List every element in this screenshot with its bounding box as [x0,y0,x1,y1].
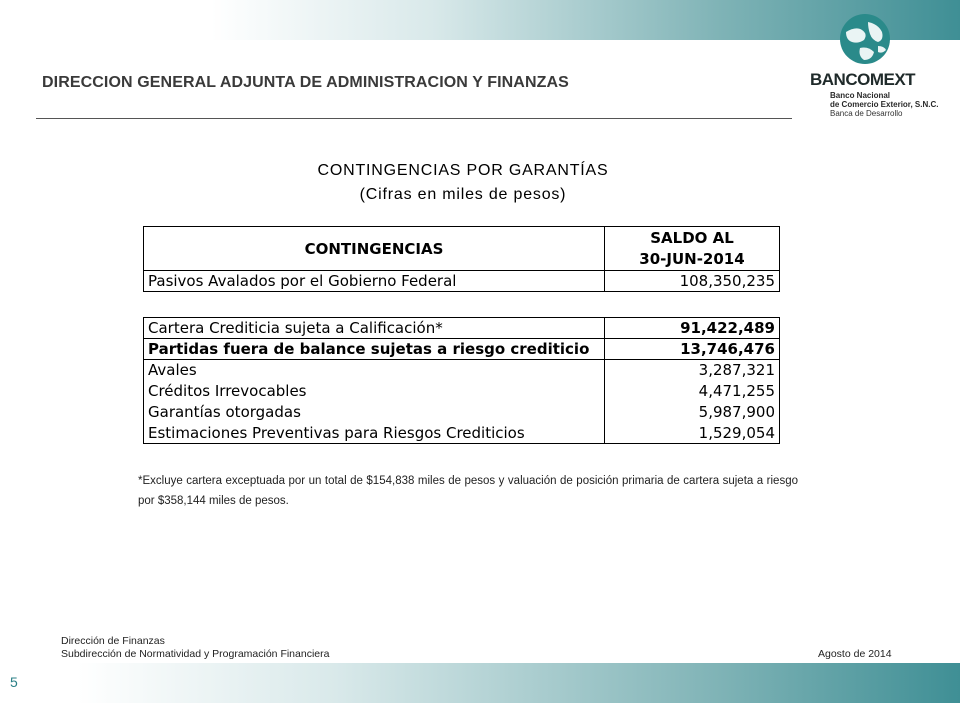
footer-department: Dirección de Finanzas [61,635,165,647]
row-value: 91,422,489 [605,318,780,339]
table-row [144,381,780,402]
row-label: Partidas fuera de balance sujetas a riesgo crediticio [144,339,605,360]
contingencies-detail-table [143,317,780,444]
row-label: Cartera Crediticia sujeta a Calificación* [144,318,605,339]
footnote: *Excluye cartera exceptuada por un total de $154,838 miles de pesos y valuación de posición primaria de cartera sujeta a riesgo por $358,144 miles de pesos. [138,475,798,507]
table-row [144,423,780,444]
bottom-decorative-band [0,663,960,703]
row-value: 3,287,321 [605,360,780,381]
column-header-contingencias: CONTINGENCIAS [144,227,605,271]
footer-subdepartment: Subdirección de Normatividad y Programación Financiera [61,648,330,660]
logo-line3: Banca de Desarrollo [830,109,903,118]
row-label: Estimaciones Preventivas para Riesgos Crediticios [144,423,605,444]
report-subtitle: (Cifras en miles de pesos) [359,186,567,203]
row-value: 5,987,900 [605,402,780,423]
column-header-date: 30-JUN-2014 [605,249,780,271]
bancomext-logo [800,8,940,128]
header-title: DIRECCION GENERAL ADJUNTA DE ADMINISTRACION Y FINANZAS [42,74,569,91]
table-row [144,402,780,423]
row-label: Avales [144,360,605,381]
row-label: Pasivos Avalados por el Gobierno Federal [144,271,605,292]
footer-date: Agosto de 2014 [818,648,892,660]
column-header-saldo: SALDO AL [605,227,780,249]
page-number: 5 [10,674,18,690]
table-row [144,360,780,381]
table-row [144,271,780,292]
logo-line2: de Comercio Exterior, S.N.C. [830,100,939,109]
logo-line1: Banco Nacional [830,91,891,100]
table-row [144,339,780,360]
table-row [144,318,780,339]
row-value: 1,529,054 [605,423,780,444]
row-value: 4,471,255 [605,381,780,402]
report-title: CONTINGENCIAS POR GARANTÍAS [317,162,609,179]
globe-icon [838,12,892,66]
contingencies-header-table [143,226,780,292]
logo-name: BANCOMEXT [810,70,916,89]
row-label: Créditos Irrevocables [144,381,605,402]
row-value: 13,746,476 [605,339,780,360]
row-label: Garantías otorgadas [144,402,605,423]
row-value: 108,350,235 [605,271,780,292]
header-divider [36,118,792,119]
